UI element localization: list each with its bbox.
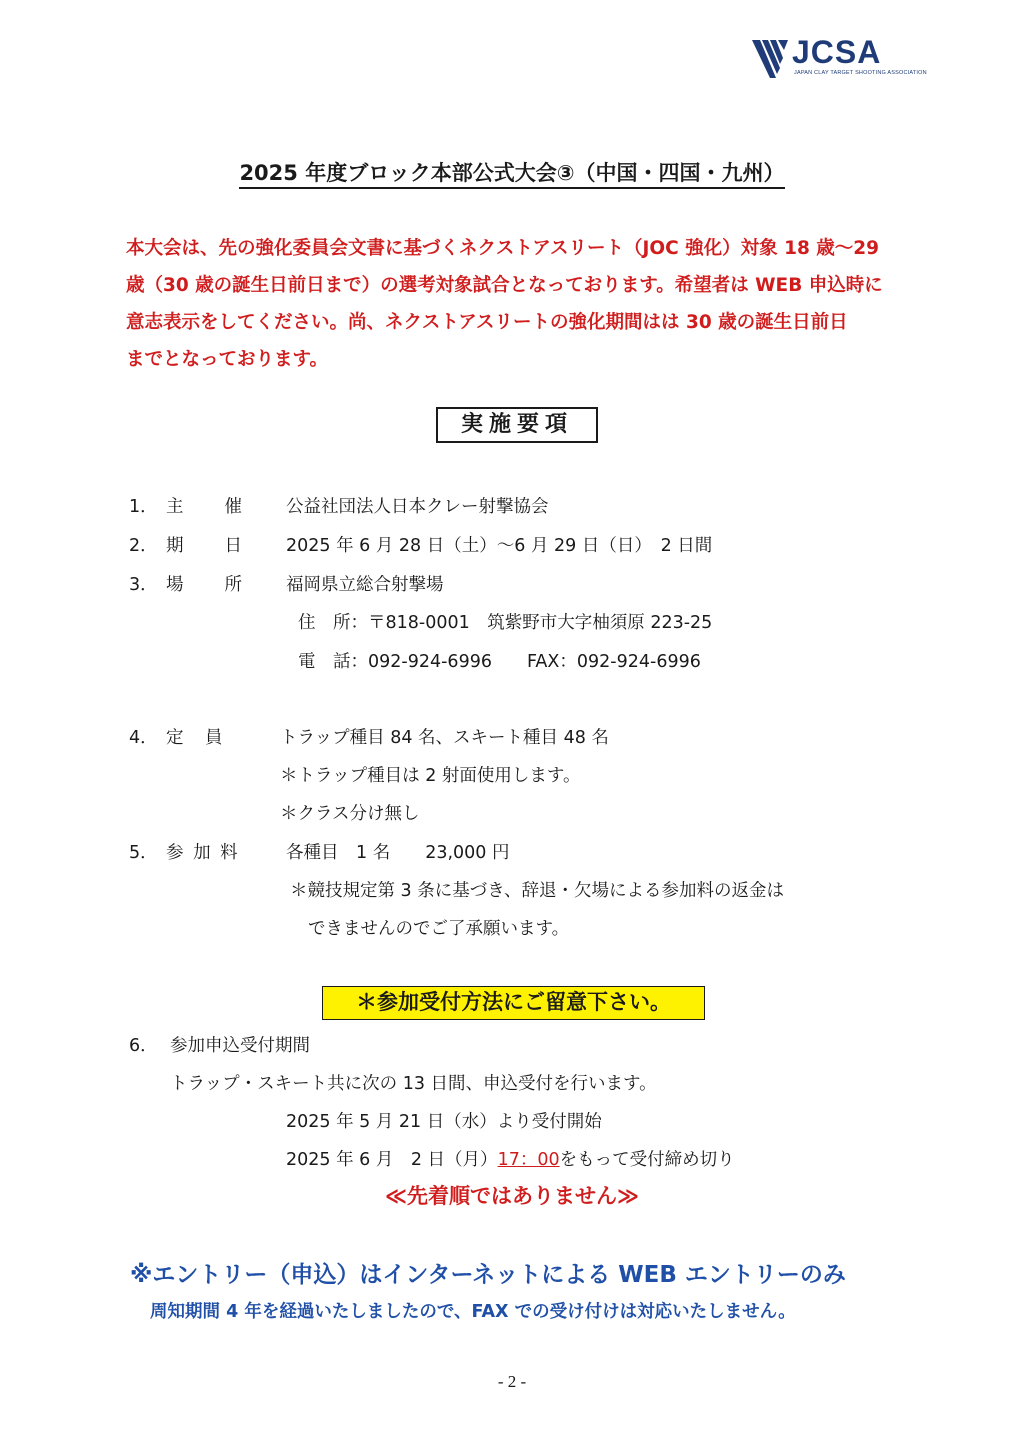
capacity-note-2: ＊クラス分け無し: [280, 804, 420, 824]
item-number-fee: 5．: [129, 843, 158, 863]
dates-value: 2025 年 6 月 28 日（土）～6 月 29 日（日） 2 日間: [286, 536, 713, 556]
logo-text: JCSA: [792, 34, 882, 70]
fee-note-1: ＊競技規定第 3 条に基づき、辞退・欠場による参加料の返金は: [290, 881, 785, 901]
capacity-value: トラップ種目 84 名、スキート種目 48 名: [280, 728, 609, 748]
item-number-venue: 3．: [129, 575, 158, 595]
application-label: 参加申込受付期間: [170, 1036, 310, 1056]
jcsa-logo: [752, 34, 927, 86]
organizer-value: 公益社団法人日本クレー射撃協会: [286, 497, 549, 517]
application-end-date: 2025 年 6 月 2 日（月）: [286, 1150, 498, 1170]
fax-not-accepted-notice: 周知期間 4 年を経過いたしましたので、FAX での受け付けは対応いたしません。: [150, 1302, 796, 1322]
web-entry-only-notice: ※エントリー（申込）はインターネットによる WEB エントリーのみ: [130, 1262, 846, 1288]
fee-note-2: できませんのでご了承願います。: [308, 919, 570, 939]
notice-line-4: までとなっております。: [126, 349, 329, 370]
logo-subtitle: JAPAN CLAY TARGET SHOOTING ASSOCIATION: [794, 70, 927, 76]
item-number-organizer: 1．: [129, 497, 158, 517]
application-start: 2025 年 5 月 21 日（水）より受付開始: [286, 1112, 602, 1132]
section-heading: 実施要項: [436, 407, 598, 443]
fee-value: 各種目 1 名 23,000 円: [286, 843, 510, 863]
notice-line-3: 意志表示をしてください。尚、ネクストアスリートの強化期間はは 30 歳の誕生日前日: [126, 312, 848, 333]
application-method-callout: ＊参加受付方法にご留意下さい。: [322, 986, 705, 1020]
item-number-application: 6．: [129, 1036, 158, 1056]
item-number-capacity: 4．: [129, 728, 158, 748]
organizer-label: 主 催: [166, 497, 244, 517]
document-title: [0, 157, 1024, 187]
capacity-note-1: ＊トラップ種目は 2 射面使用します。: [280, 766, 581, 786]
notice-line-1: 本大会は、先の強化委員会文書に基づくネクストアスリート（JOC 強化）対象 18 歳～29: [126, 238, 880, 259]
item-number-dates: 2．: [129, 536, 158, 556]
application-desc: トラップ・スキート共に次の 13 日間、申込受付を行います。: [170, 1074, 657, 1094]
dates-label: 期 日: [166, 536, 244, 556]
notice-line-2: 歳（30 歳の誕生日前日まで）の選考対象試合となっております。希望者は WEB 申込時に: [126, 275, 883, 296]
application-end-time: 17：00: [497, 1150, 560, 1170]
venue-label: 場 所: [166, 575, 244, 595]
capacity-label: 定 員: [166, 728, 225, 748]
not-first-come-notice: ≪先着順ではありません≫: [385, 1184, 639, 1208]
fee-label: 参 加 料: [166, 843, 240, 863]
application-end-suffix: をもって受付締め切り: [559, 1150, 735, 1170]
document-title-text: 2025 年度ブロック本部公式大会③（中国・四国・九州）: [239, 161, 784, 189]
application-end: [286, 1146, 735, 1171]
venue-address: 住 所：〒818-0001 筑紫野市大字柚須原 223-25: [298, 613, 713, 633]
venue-phone: 電 話：092-924-6996 FAX：092-924-6996: [298, 652, 701, 672]
venue-value: 福岡県立総合射撃場: [286, 575, 444, 595]
logo-stripes-icon: [752, 38, 796, 82]
page-number: - 2 -: [497, 1372, 527, 1391]
